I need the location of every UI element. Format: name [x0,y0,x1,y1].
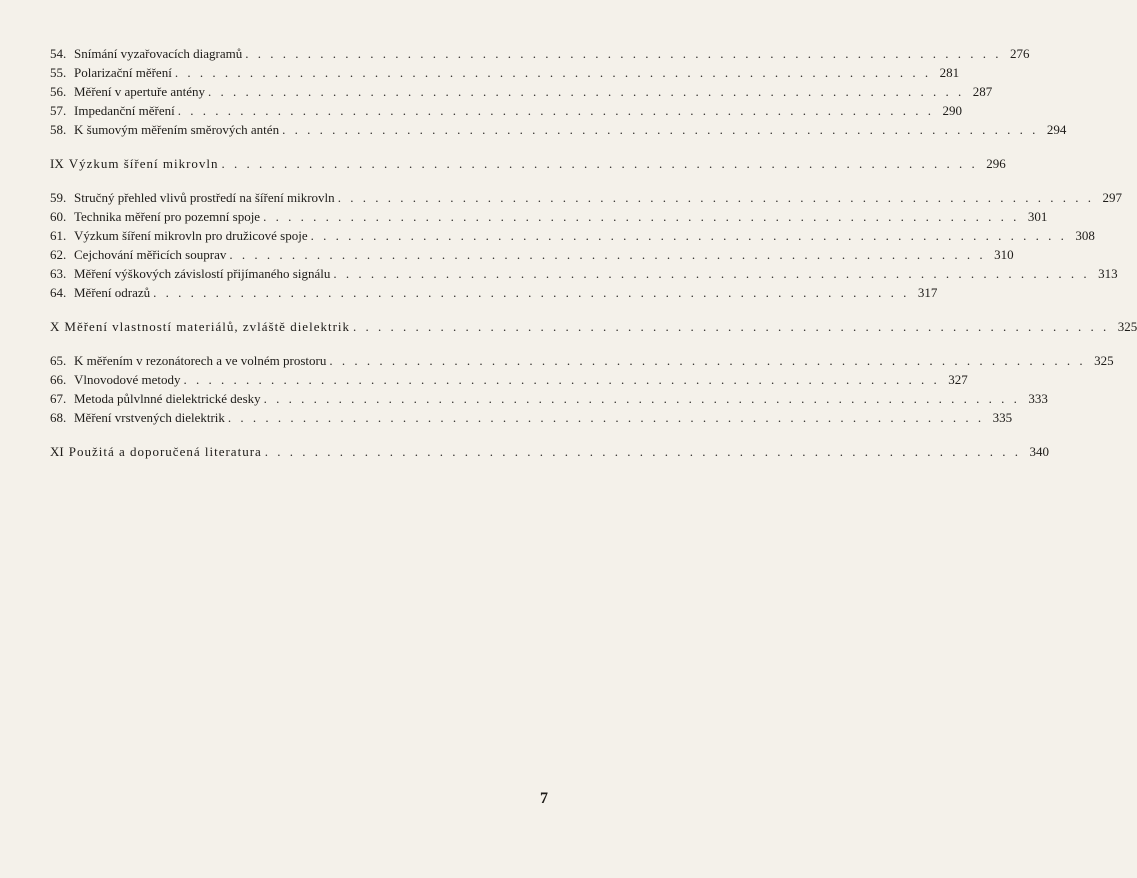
entry-number: 67. [50,391,67,406]
entry-page: 313 [1098,266,1118,281]
dot-leader [264,389,1020,408]
dot-leader [263,207,1019,226]
entry-number: 65. [50,353,67,368]
chapter-number: X [50,319,60,334]
chapter-title: Použitá a doporučená literatura [68,444,262,459]
toc-entry-57 [50,101,962,120]
entry-number: 56. [50,84,67,99]
entry-page: 297 [1102,190,1122,205]
entry-title: Stručný přehled vlivů prostředí na šíření mikrovln [74,190,335,205]
dot-leader [153,283,909,302]
entry-page: 317 [917,285,938,300]
entry-page: 276 [1009,46,1030,61]
dot-leader [184,370,940,389]
entry-number: 68. [50,410,67,425]
entry-title: Impedanční měření [74,103,175,118]
entry-title: K měřením v rezonátorech a ve volném prostoru [74,353,327,368]
entry-title: K šumovým měřením směrových antén [74,122,280,137]
dot-leader [333,264,1089,283]
entry-page: 281 [939,65,960,80]
entry-page: 294 [1046,122,1067,137]
entry-page: 335 [992,410,1013,425]
dot-leader [282,120,1038,139]
entry-number: 63. [50,266,67,281]
dot-leader [265,442,1021,461]
dot-leader [338,188,1094,207]
dot-leader [245,44,1001,63]
chapter-page: 340 [1029,444,1050,459]
spacer [50,139,550,154]
toc-entry-67 [50,389,1048,408]
entry-number: 64. [50,285,67,300]
spacer [50,427,550,442]
entry-title: Výzkum šíření mikrovln pro družicové spoje [74,228,308,243]
toc-entry-61 [50,226,1095,245]
dot-leader [353,317,1109,336]
chapter-title: Výzkum šíření mikrovln [68,156,219,171]
entry-number: 61. [50,228,67,243]
toc-chapter-ix [50,154,1006,173]
entry-number: 66. [50,372,67,387]
entry-page: 308 [1075,228,1095,243]
dot-leader [229,245,985,264]
entry-page: 287 [972,84,993,99]
toc-entry-68 [50,408,1013,427]
chapter-number: IX [50,156,64,171]
dot-leader [175,63,931,82]
toc-entry-63 [50,264,1118,283]
toc-chapter-xi [50,442,1050,461]
toc-entry-64 [50,283,938,302]
entry-number: 55. [50,65,67,80]
spacer [50,336,550,351]
entry-title: Cejchování měřicích souprav [74,247,227,262]
toc-entry-60 [50,207,1048,226]
toc-entry-66 [50,370,968,389]
chapter-title: Měření vlastností materiálů, zvláště dielektrik [64,319,351,334]
toc-entry-56 [50,82,993,101]
toc-entry-59 [50,188,1122,207]
dot-leader [228,408,984,427]
entry-page: 290 [942,103,962,118]
entry-number: 60. [50,209,67,224]
chapter-page: 325 [1117,319,1137,334]
toc-entry-54 [50,44,1030,63]
entry-title: Měření odrazů [74,285,151,300]
dot-leader [311,226,1067,245]
entry-title: Měření v apertuře antény [74,84,206,99]
entry-number: 62. [50,247,67,262]
chapter-number: XI [50,444,64,459]
entry-title: Vlnovodové metody [74,372,181,387]
entry-page: 325 [1094,353,1114,368]
spacer [50,302,550,317]
entry-title: Technika měření pro pozemní spoje [74,209,261,224]
dot-leader [222,154,978,173]
entry-title: Polarizační měření [74,65,172,80]
entry-page: 333 [1028,391,1048,406]
chapter-page: 296 [986,156,1006,171]
spacer [50,173,550,188]
page-number: 7 [540,790,548,807]
dot-leader [178,101,934,120]
entry-number: 58. [50,122,67,137]
entry-number: 57. [50,103,67,118]
dot-leader [208,82,964,101]
toc-chapter-x [50,317,1137,336]
entry-page: 301 [1027,209,1048,224]
entry-title: Metoda půlvlnné dielektrické desky [74,391,261,406]
entry-page: 310 [994,247,1014,262]
toc-entry-65 [50,351,1114,370]
entry-title: Snímání vyzařovacích diagramů [74,46,243,61]
table-of-contents [50,44,1137,461]
entry-title: Měření výškových závislostí přijímaného signálu [74,266,331,281]
toc-entry-62 [50,245,1014,264]
entry-number: 59. [50,190,67,205]
entry-number: 54. [50,46,67,61]
dot-leader [329,351,1085,370]
entry-page: 327 [948,372,968,387]
toc-entry-58 [50,120,1067,139]
toc-entry-55 [50,63,960,82]
entry-title: Měření vrstvených dielektrik [74,410,225,425]
